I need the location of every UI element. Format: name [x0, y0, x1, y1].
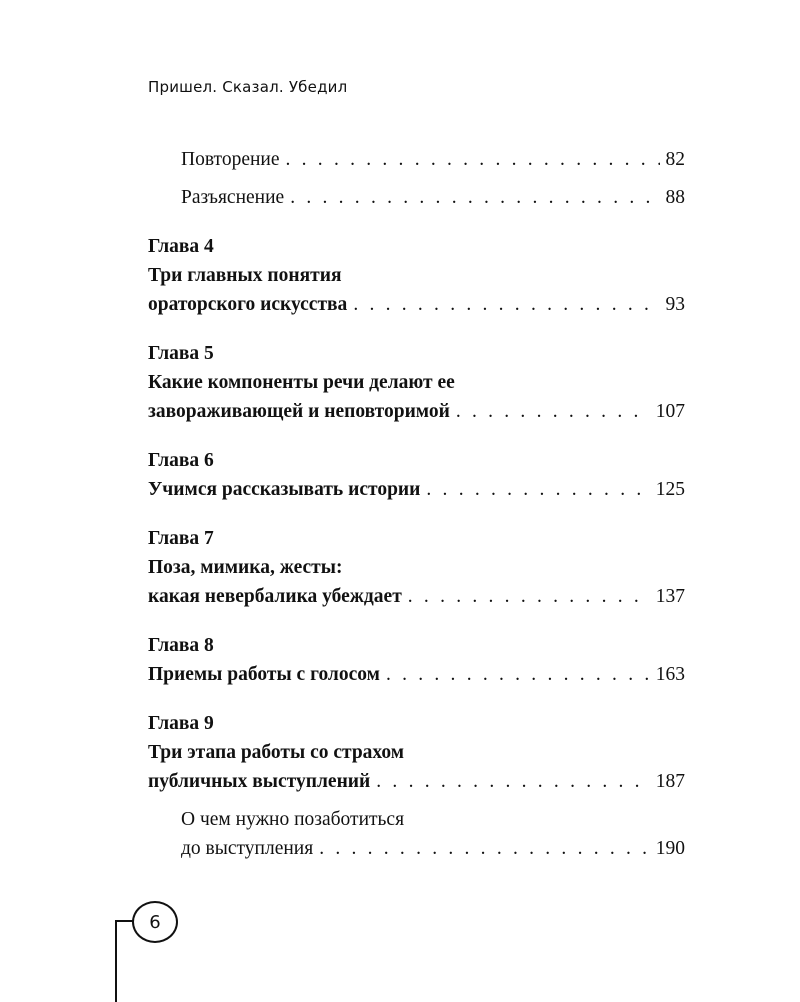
- toc-page-number: 107: [650, 397, 685, 426]
- folio-rule: [115, 920, 137, 1002]
- dot-leader: [290, 183, 659, 212]
- chapter-label: Глава 9: [148, 713, 214, 734]
- chapter-title-line: публичных выступлений: [148, 767, 376, 796]
- toc-entry-chapter-4[interactable]: [148, 290, 685, 319]
- toc-entry-chapter-8[interactable]: [148, 660, 685, 689]
- toc-entry-before-speech[interactable]: [148, 834, 685, 863]
- dot-leader: [319, 834, 650, 863]
- dot-leader: [353, 290, 659, 319]
- chapter-title-line: Учимся рассказывать истории: [148, 475, 426, 504]
- toc-entry-title: Разъяснение: [181, 183, 290, 212]
- toc-page-number: 82: [660, 145, 686, 174]
- toc-page-number: 137: [650, 582, 685, 611]
- chapter-title-line: Приемы работы с голосом: [148, 660, 386, 689]
- toc-page-number: 163: [650, 660, 685, 689]
- toc-page-number: 88: [660, 183, 686, 212]
- toc-page-number: 190: [650, 834, 685, 863]
- table-of-contents: [148, 145, 685, 863]
- dot-leader: [386, 660, 650, 689]
- dot-leader: [456, 397, 650, 426]
- page-number-badge: 6: [132, 901, 178, 943]
- chapter-title-line: Поза, мимика, жесты:: [148, 557, 343, 578]
- chapter-title-line: какая невербалика убеждает: [148, 582, 408, 611]
- chapter-label: Глава 7: [148, 528, 214, 549]
- toc-page-number: 187: [650, 767, 685, 796]
- dot-leader: [408, 582, 650, 611]
- chapter-label: Глава 6: [148, 450, 214, 471]
- chapter-title-line: завораживающей и неповторимой: [148, 397, 456, 426]
- chapter-title-line: ораторского искусства: [148, 290, 353, 319]
- toc-entry-chapter-5[interactable]: [148, 397, 685, 426]
- dot-leader: [376, 767, 649, 796]
- chapter-label: Глава 8: [148, 635, 214, 656]
- dot-leader: [286, 145, 660, 174]
- toc-entry-povtorenie[interactable]: [148, 145, 685, 174]
- chapter-title-line: Три главных понятия: [148, 265, 342, 286]
- toc-page-number: 93: [660, 290, 686, 319]
- running-head: Пришел. Сказал. Убедил: [148, 78, 348, 96]
- chapter-title-line: Какие компоненты речи делают ее: [148, 372, 455, 393]
- toc-entry-chapter-6[interactable]: [148, 475, 685, 504]
- chapter-label: Глава 4: [148, 236, 214, 257]
- toc-entry-chapter-9[interactable]: [148, 767, 685, 796]
- toc-entry-title: Повторение: [181, 145, 286, 174]
- dot-leader: [426, 475, 649, 504]
- toc-page-number: 125: [650, 475, 685, 504]
- toc-entry-razyasnenie[interactable]: [148, 183, 685, 212]
- chapter-label: Глава 5: [148, 343, 214, 364]
- chapter-title-line: Три этапа работы со страхом: [148, 742, 405, 763]
- toc-entry-title: до выступления: [181, 834, 319, 863]
- toc-entry-chapter-7[interactable]: [148, 582, 685, 611]
- toc-entry-title: О чем нужно позаботиться: [181, 809, 405, 830]
